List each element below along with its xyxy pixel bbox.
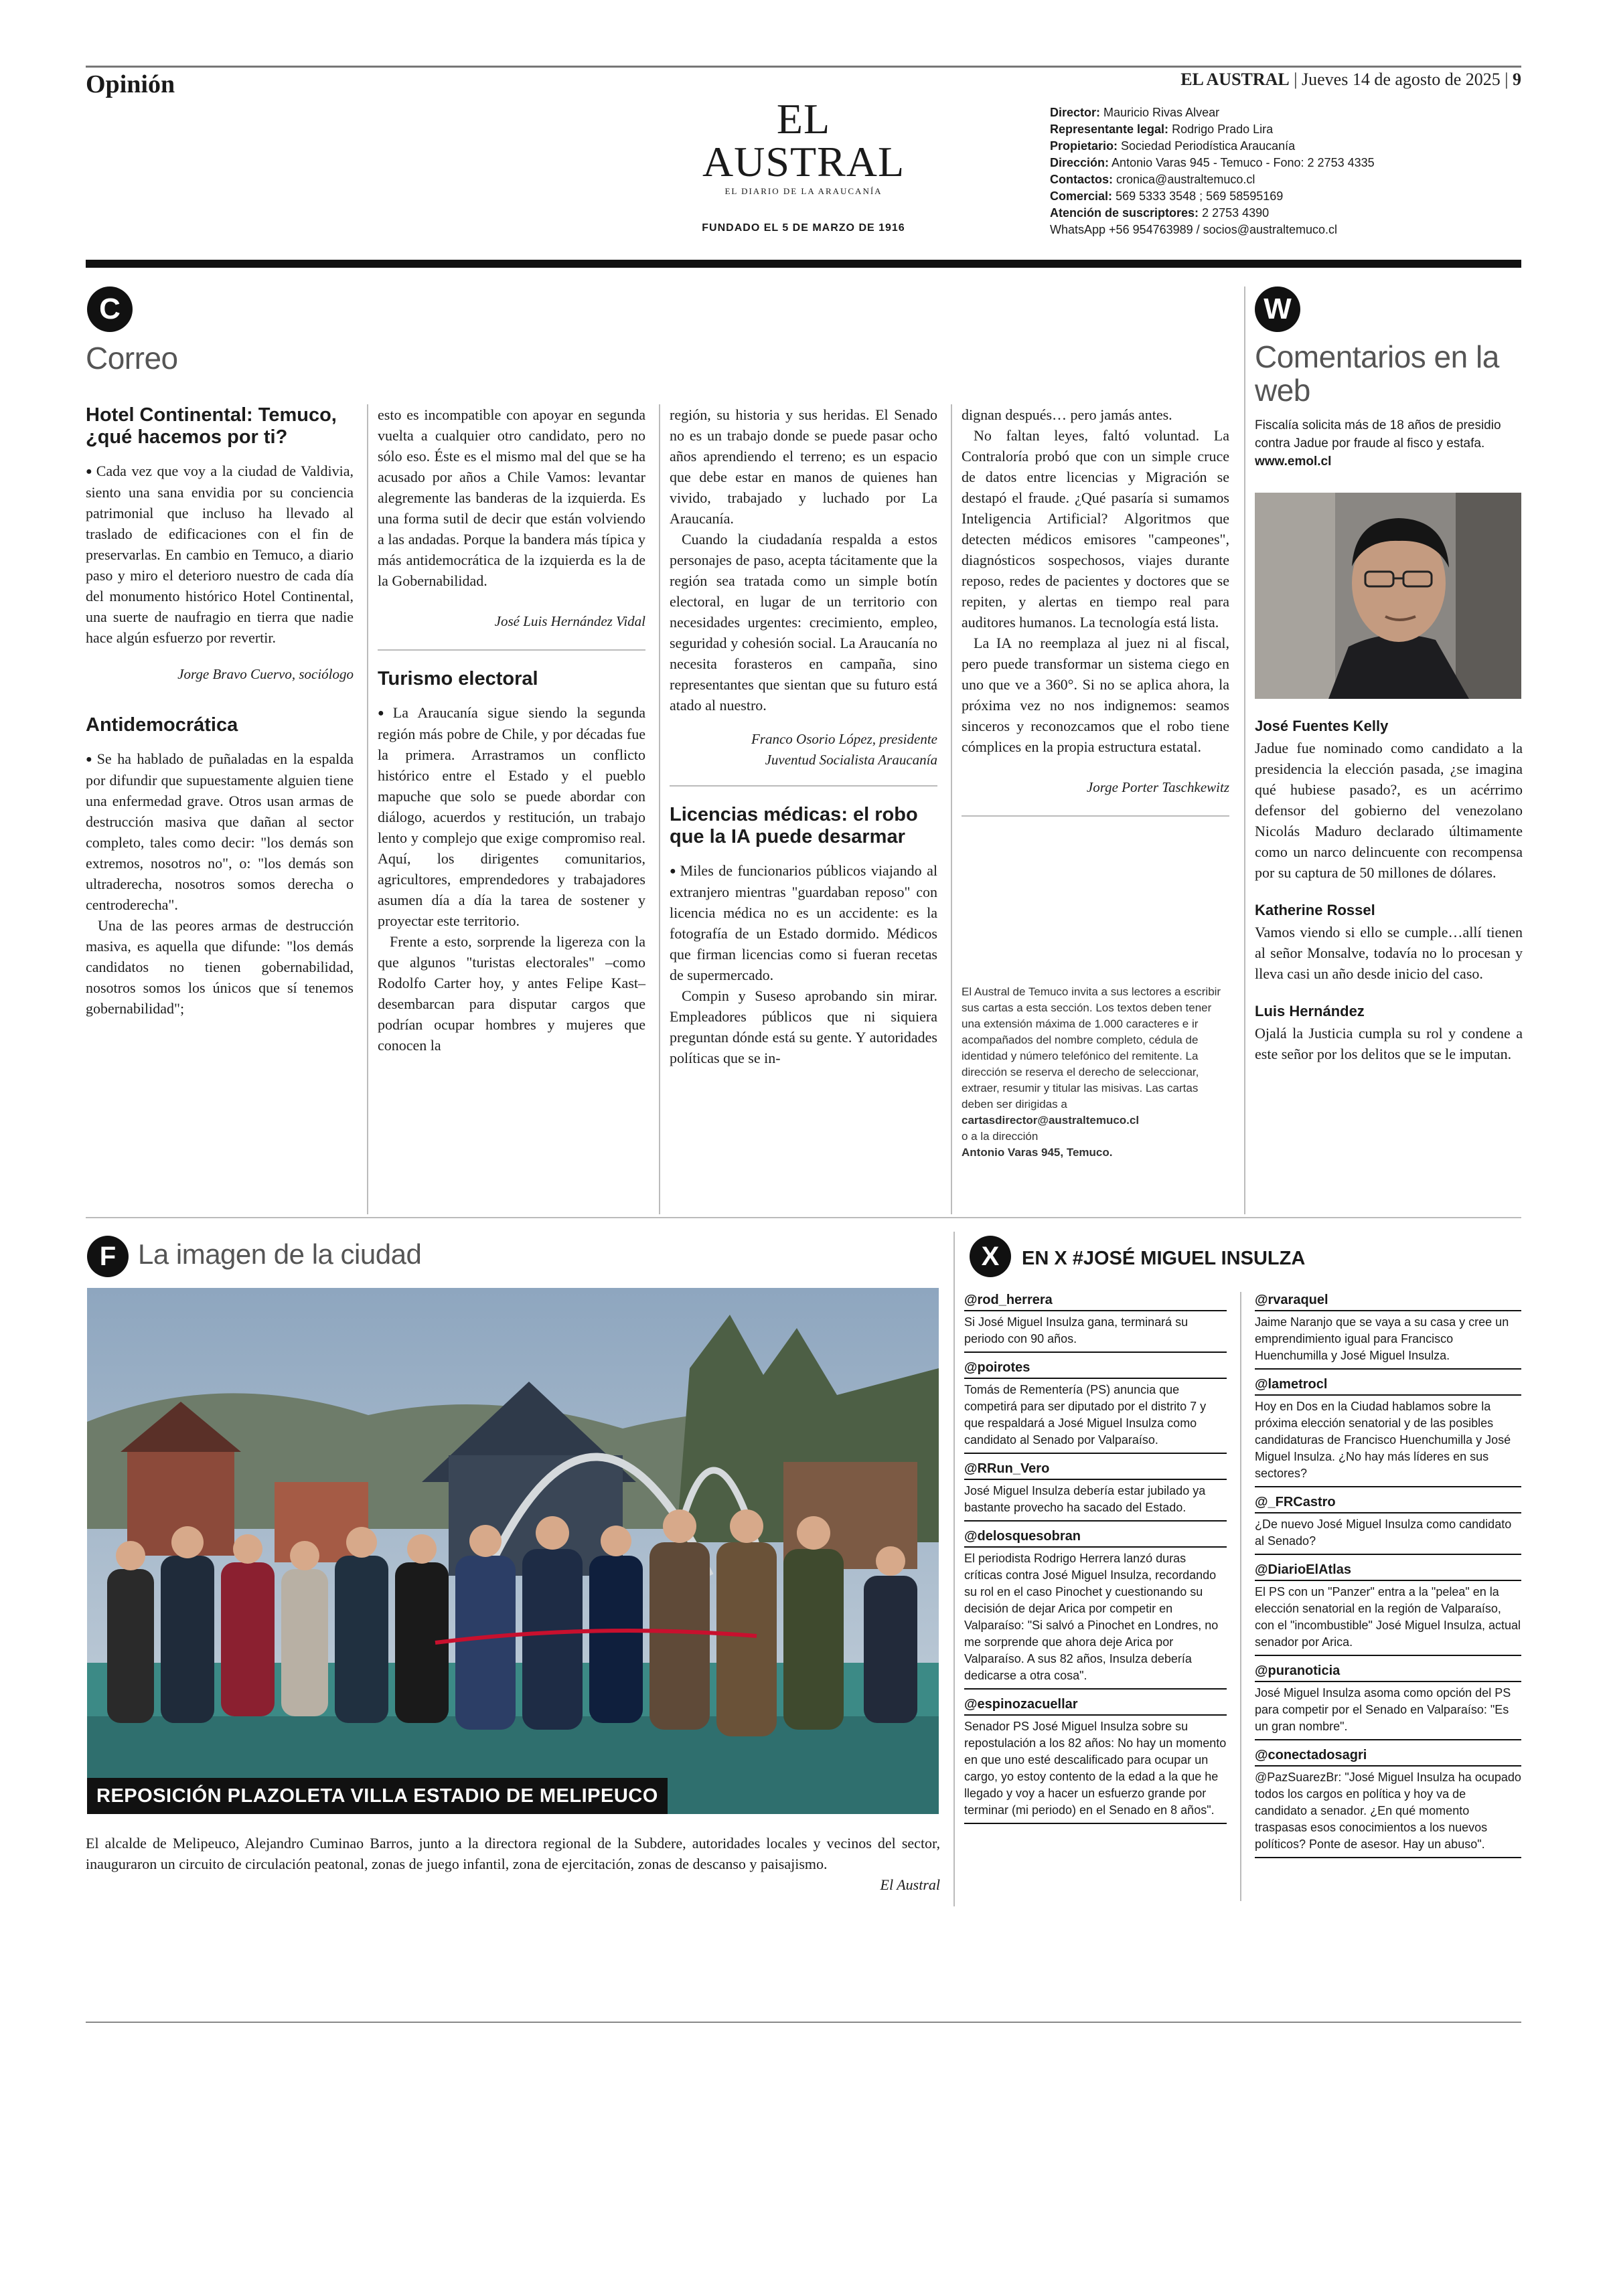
correo-badge: C [87, 286, 133, 332]
letter-text: No faltan leyes, faltó voluntad. La Contraloría probó que con un simple cruce de datos entre licencias y Migración se destapó el fraude. ¿Qué pasaría si sumamos Inteligencia Artificial? Algoritmos que detecten médicos emisores "campeones", diagnósticos sospechosos, viajes durante reposo, redes de pacientes y doctores que se repiten, y alertas en tiempo real para auditores humanos. La tecnología está lista. [962, 427, 1229, 631]
staff-line: Contactos: cronica@australtemuco.cl [1050, 173, 1255, 186]
letter-text: esto es incompatible con apoyar en segunda vuelta a cualquier otro candidato, pero no sólo eso. Éste es el mismo mal del que se ha acusado por años a Chile Vamos: levantar alegremente las banderas de la izquierda. Es una forma sutil de decir que están volviendo a las andadas. Porque la bandera más típica y más antidemocrática de la izquierda es la de la Gobernabilidad. [378, 406, 645, 589]
x-post-text: Senador PS José Miguel Insulza sobre su repostulación a los 82 años: No hay un momento en que uno esté descalificado para ocupar un cargo, yo estoy contento de la edad a la que he llegado y voy a hacer un esfuerzo grande por terminar (mi periodo) en el Senado en 8 años". [964, 1718, 1227, 1824]
letters-address: Antonio Varas 945, Temuco. [962, 1146, 1113, 1159]
x-post-text: El periodista Rodrigo Herrera lanzó duras críticas contra José Miguel Insulza, recordando su rol en el caso Pinochet y cuestionando su decisión de dejar Arica por competir en Valparaíso: "Si salvó a Pinochet en Londres, no me sorprende que ahora deje Arica por Valparaíso. A sus 82 años, Insulza debería dedicarse a otra cosa". [964, 1550, 1227, 1690]
column-rule [951, 404, 952, 1214]
letters-info-box: El Austral de Temuco invita a sus lectores a escribir sus cartas a esta sección. Los textos deben tener una extensión máxima de 1.000 caracteres e ir acompañados del nombre completo, cédula de identidad y número telefónico del remitente. La dirección se reserva el derecho de seleccionar, extraer, resumir y titular las misivas. Las cartas deben ser dirigidas a cartasdirector@australtemuco.cl o a la dirección Antonio Varas 945, Temuco. [962, 985, 1221, 1159]
column-rule [1244, 286, 1245, 1214]
folio-date: Jueves 14 de agosto de 2025 [1302, 70, 1501, 89]
x-username[interactable]: @lametrocl [1255, 1376, 1521, 1396]
letter-text: dignan después… pero jamás antes. [962, 406, 1172, 423]
x-post-text: @PazSuarezBr: "José Miguel Insulza ha ocupado todos los cargos en política y hoy va de candidato a senador. ¿En qué momento traspasas esos conocimientos a los nuevos políticos? Ponte de asesor. Hay un abuso". [1255, 1769, 1521, 1858]
x-username[interactable]: @conectadosagri [1255, 1747, 1521, 1767]
staff-box [1050, 104, 1398, 238]
x-username[interactable]: @rvaraquel [1255, 1292, 1521, 1311]
folio-paper: EL AUSTRAL [1180, 70, 1290, 89]
letter-text: ● Miles de funcionarios públicos viajando al extranjero mientras "guardaban reposo" con licencia médica no es un accidente: es la fotografía de un Estado dormido. Médicos que firman licencias como si fueran recetas de supermercado. [670, 860, 937, 985]
x-posts-left [964, 1292, 1227, 1831]
x-post [964, 1528, 1227, 1690]
x-post-text: ¿De nuevo José Miguel Insulza como candidato al Senado? [1255, 1516, 1521, 1555]
letter-signature: José Luis Hernández Vidal [494, 613, 645, 629]
web-lead: Fiscalía solicita más de 18 años de presidio contra Jadue por fraude al fisco y estafa. www.emol.cl [1255, 418, 1501, 469]
section-label: Opinión [86, 70, 175, 98]
letter-signature: Franco Osorio López, presidente Juventud Socialista Araucanía [751, 731, 937, 768]
letter-text: Una de las peores armas de destrucción masiva, es aquella que difunde: "los demás candidatos no tienen gobernabilidad, nosotros somos los únicos que sí tenemos gobernabilidad"; [86, 917, 354, 1017]
x-post-text: Hoy en Dos en la Ciudad hablamos sobre la próxima elección senatorial y de las posibles candidaturas de Francisco Huenchumilla y José Miguel Insulza. ¿No hay más líderes en sus sectores? [1255, 1398, 1521, 1487]
founded-line: FUNDADO EL 5 DE MARZO DE 1916 [702, 222, 905, 234]
x-post [1255, 1562, 1521, 1656]
letter-text: ● Se ha hablado de puñaladas en la espalda por difundir que supuestamente alguien tiene una enfermedad grave. Otros usan armas de destrucción masiva que dañan al sector completo, tales como decir: "los demás son extremos, nosotros no", o: "los demás son ultraderecha, nosotros somos derecha o centroderecha". [86, 748, 354, 915]
x-post [964, 1461, 1227, 1522]
web-title: Comentarios en la web [1255, 339, 1499, 408]
web-badge: W [1255, 286, 1300, 332]
ribbon-cutting-photo [87, 1288, 939, 1814]
letter-title: Turismo electoral [378, 668, 538, 689]
staff-line: WhatsApp +56 954763989 / socios@australtemuco.cl [1050, 223, 1338, 236]
comment-text: Jadue fue nominado como candidato a la presidencia la elección pasada, ¿se imagina qué hubiese pasado?, es un acérrimo defensor del gobierno del venezolano Nicolás Maduro declarado últimamente como un narco delincuente con recompensa por su captura de 50 millones de dólares. [1255, 740, 1523, 881]
letters-email-link[interactable]: cartasdirector@australtemuco.cl [962, 1114, 1140, 1127]
ciudad-badge: F [87, 1236, 129, 1277]
letter-text: La IA no reemplaza al juez ni al fiscal, pero puede transformar un sistema ciego en uno que ve a 360°. Si no se aplica ahora, la próxima vez no nos indignemos: seamos sinceros y reconozcamos que el robo tiene cómplices en la propia estructura estatal. [962, 635, 1229, 755]
staff-line: Atención de suscriptores: 2 2753 4390 [1050, 206, 1270, 220]
web-comment [1255, 902, 1523, 984]
comment-text: Vamos viendo si ello se cumple…allí tienen al señor Monsalve, todavía no lo procesan y lleva casi un año desde inicio del caso. [1255, 924, 1523, 982]
x-post [964, 1360, 1227, 1454]
column-rule [367, 404, 368, 1214]
x-post [1255, 1747, 1521, 1858]
ciudad-title: La imagen de la ciudad [138, 1238, 422, 1270]
staff-line: Director: Mauricio Rivas Alvear [1050, 106, 1220, 119]
portrait-image [1255, 493, 1521, 699]
letter-divider [670, 785, 937, 787]
staff-line: Comercial: 569 5333 3548 ; 569 58595169 [1050, 189, 1284, 203]
page-number: 9 [1513, 70, 1521, 89]
x-badge: X [970, 1236, 1011, 1277]
web-comment [1255, 718, 1523, 883]
letter-text: ● Cada vez que voy a la ciudad de Valdivia, siento una sana envidia por su conciencia patrimonial que incluso ha llevado al traslado de edificaciones con el fin de preservarlas. En cambio en Temuco, a diario paso y miro el deterioro nuestro de cada día del monumento histórico Hotel Continental, una suerte de naufragio en tierra que nadie hace algún esfuerzo por revertir. [86, 461, 354, 648]
x-post-text: El PS con un "Panzer" entra a la "pelea" en la elección senatorial en la región de Valparaíso, con el "incombustible" José Miguel Insulza, actual senador por Arica. [1255, 1584, 1521, 1656]
letter-divider [962, 815, 1229, 817]
x-username[interactable]: @poirotes [964, 1360, 1227, 1379]
web-source-link[interactable]: www.emol.cl [1255, 455, 1332, 469]
x-username[interactable]: @puranoticia [1255, 1663, 1521, 1682]
x-username[interactable]: @delosquesobran [964, 1528, 1227, 1548]
folio: EL AUSTRAL | Jueves 14 de agosto de 2025 | 9 [1180, 70, 1521, 89]
x-section-title: EN X #JOSÉ MIGUEL INSULZA [1022, 1248, 1306, 1269]
correo-title: Correo [86, 341, 178, 376]
x-post-text: Jaime Naranjo que se vaya a su casa y cree un emprendimiento igual para Francisco Huenchumilla y José Miguel Insulza. [1255, 1314, 1521, 1370]
letters-column-3 [670, 404, 937, 1068]
letter-text: Cuando la ciudadanía respalda a estos personajes de paso, acepta tácitamente que la región sea tratada como un simple botín electoral, en lugar de un territorio con necesidades urgentes: crecimiento, empleo, seguridad y cohesión social. La Araucanía no necesita forasteros en campaña, sino representantes que sientan que su futuro está atado al nuestro. [670, 531, 937, 714]
staff-line: Representante legal: Rodrigo Prado Lira [1050, 122, 1274, 136]
letters-column-4 [962, 404, 1229, 817]
bottom-rule [86, 2022, 1521, 2023]
web-comment [1255, 1003, 1523, 1064]
x-post [964, 1292, 1227, 1353]
x-post-text: José Miguel Insulza asoma como opción del PS para competir por el Senado en Valparaíso: "Es un gran nombre". [1255, 1685, 1521, 1740]
web-comments [1255, 718, 1523, 1064]
masthead-name: EL AUSTRAL [702, 95, 905, 185]
x-posts-right [1255, 1292, 1521, 1865]
x-post [1255, 1494, 1521, 1555]
section-divider [86, 1217, 1521, 1218]
commenter-name: José Fuentes Kelly [1255, 718, 1389, 734]
comment-text: Ojalá la Justicia cumpla su rol y condene a este señor por los delitos que se le imputan. [1255, 1025, 1523, 1062]
x-post-text: Si José Miguel Insulza gana, terminará su periodo con 90 años. [964, 1314, 1227, 1353]
x-post-text: José Miguel Insulza debería estar jubilado ya bastante provecho ha sacado del Estado. [964, 1483, 1227, 1522]
staff-line: Dirección: Antonio Varas 945 - Temuco - Fono: 2 2753 4335 [1050, 156, 1375, 169]
letter-text: Frente a esto, sorprende la ligereza con la que algunos "turistas electorales" –como Rodolfo Carter hoy, y antes Felipe Kast– desembarcan para disputar cargos que podrían ocupar hombres y mujeres que conocen la [378, 933, 645, 1054]
letter-title: Hotel Continental: Temuco, ¿qué hacemos por ti? [86, 404, 337, 448]
x-post [1255, 1663, 1521, 1740]
photo-caption: El alcalde de Melipeuco, Alejandro Cuminao Barros, junto a la directora regional de la Subdere, autoridades locales y vecinos del sector, inauguraron un circuito de circulación peatonal, zonas de juego infantil, zona de ejercitación, zonas de descanso y paisajismo. El Austral [86, 1833, 940, 1895]
x-username[interactable]: @espinozacuellar [964, 1696, 1227, 1716]
x-post [1255, 1376, 1521, 1487]
photo-credit: El Austral [880, 1876, 940, 1893]
x-post-text: Tomás de Rementería (PS) anuncia que competirá para ser diputado por el distrito 7 y que respaldará a José Miguel Insulza como candidato al Senado por Valparaíso. [964, 1382, 1227, 1454]
x-username[interactable]: @_FRCastro [1255, 1494, 1521, 1513]
column-rule [659, 404, 660, 1214]
letter-signature: Jorge Bravo Cuervo, sociólogo [177, 666, 354, 682]
city-photo-image [87, 1288, 939, 1814]
commenter-name: Katherine Rossel [1255, 902, 1375, 918]
column-rule [953, 1232, 955, 1906]
letters-column-1 [86, 404, 354, 1019]
column-rule [1240, 1292, 1241, 1901]
letter-text: Compin y Suseso aprobando sin mirar. Empleadores públicos que ni siquiera preguntan dónde está su gente. Y autoridades políticas que se in- [670, 987, 937, 1066]
x-username[interactable]: @DiarioElAtlas [1255, 1562, 1521, 1581]
top-rule [86, 66, 1521, 68]
x-post [964, 1696, 1227, 1824]
x-post [1255, 1292, 1521, 1370]
letters-column-2 [378, 404, 645, 1056]
x-username[interactable]: @rod_herrera [964, 1292, 1227, 1311]
letter-divider [378, 649, 645, 651]
jadue-photo [1255, 493, 1521, 699]
masthead-tagline: EL DIARIO DE LA ARAUCANÍA [724, 186, 883, 196]
letter-title: Licencias médicas: el robo que la IA puede desarmar [670, 804, 918, 847]
letter-title: Antidemocrática [86, 714, 238, 736]
photo-title-bar: REPOSICIÓN PLAZOLETA VILLA ESTADIO DE MELIPEUCO [87, 1778, 668, 1814]
masthead [690, 95, 917, 234]
staff-line: Propietario: Sociedad Periodística Araucanía [1050, 139, 1296, 153]
letter-text: región, su historia y sus heridas. El Senado no es un trabajo donde se puede pasar ocho años aprendiendo el terreno; es un espacio que debe estar en manos de quienes han vivido, trabajado y luchado por La Araucanía. [670, 406, 937, 527]
commenter-name: Luis Hernández [1255, 1003, 1365, 1019]
header-rule [86, 260, 1521, 268]
letter-signature: Jorge Porter Taschkewitz [1086, 779, 1229, 795]
letter-text: ● La Araucanía sigue siendo la segunda región más pobre de Chile, y por décadas fue la primera. Arrastramos un conflicto histórico entre el Estado y el pueblo mapuche que solo se puede abordar con diálogo, acuerdos y restitución, un trabajo lento y complejo que exige compromiso real. Aquí, los dirigentes comunitarios, agricultores, emprendedores y trabajadores asumen día a día la tarea de sostener y proyectar este territorio. [378, 702, 645, 931]
x-username[interactable]: @RRun_Vero [964, 1461, 1227, 1480]
